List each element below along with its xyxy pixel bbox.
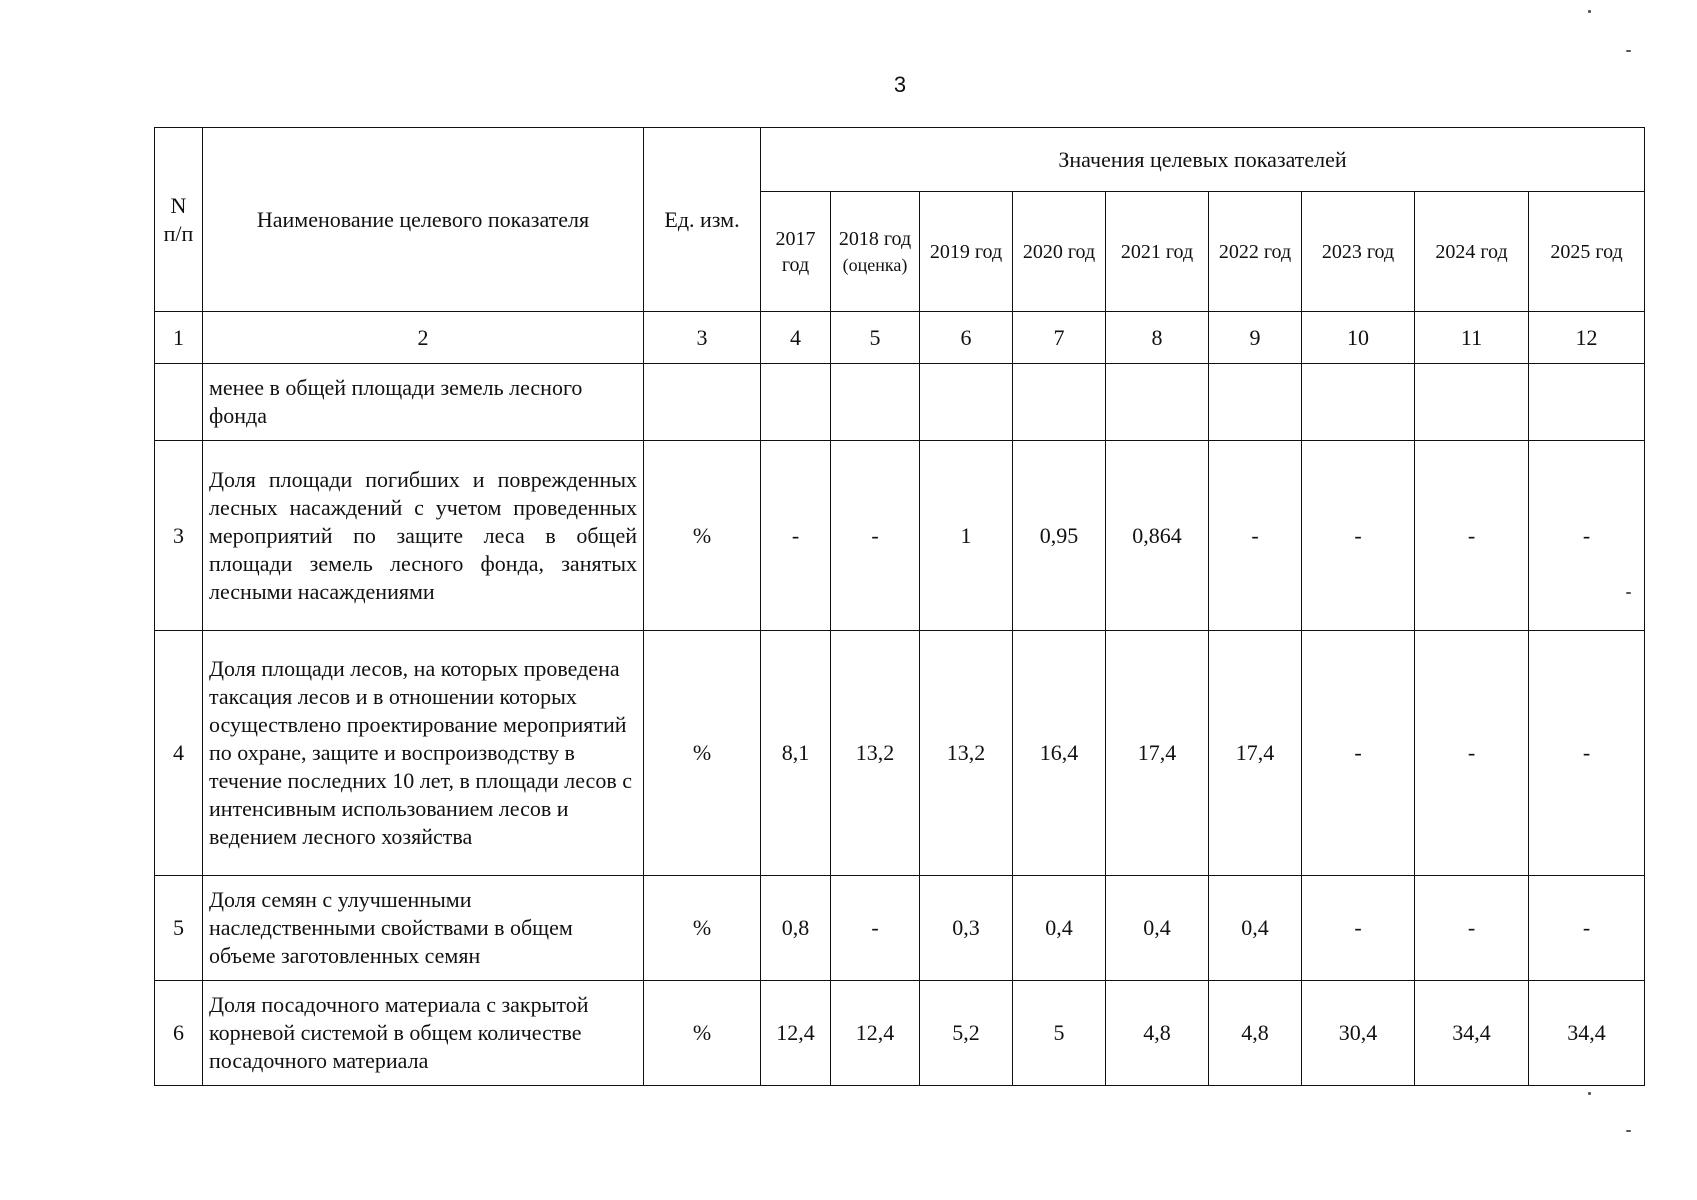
column-number: 4 [761,312,831,364]
header-year-2024: 2024 год [1415,192,1529,312]
scan-speck [1626,50,1631,52]
column-number: 8 [1106,312,1209,364]
column-number-row [155,312,1645,364]
column-number: 12 [1529,312,1645,364]
row-value: 16,4 [1013,631,1106,876]
row-value [1529,364,1645,441]
header-row-top [155,128,1645,192]
row-value: - [831,876,920,981]
column-number: 9 [1209,312,1302,364]
row-value [920,364,1013,441]
column-number: 10 [1302,312,1415,364]
row-unit: % [644,631,761,876]
row-value: 0,4 [1013,876,1106,981]
column-number: 2 [203,312,644,364]
header-year-2025: 2025 год [1529,192,1645,312]
row-value: - [1302,876,1415,981]
header-num: N п/п [155,128,203,312]
table-row [155,364,1645,441]
row-indicator-name: Доля семян с улучшенными наследственными свойствами в общем объеме заготовленных семян [203,876,644,981]
table-row [155,981,1645,1086]
row-unit: % [644,876,761,981]
row-value [1415,364,1529,441]
row-value [1209,364,1302,441]
row-value [1106,364,1209,441]
row-unit: % [644,441,761,631]
row-value: - [1415,441,1529,631]
row-unit [644,364,761,441]
row-value: 0,864 [1106,441,1209,631]
row-indicator-name: менее в общей площади земель лесного фонда [203,364,644,441]
header-year-2018 [831,192,920,312]
row-value: - [1529,441,1645,631]
row-value [761,364,831,441]
header-year-2018-label: 2018 год [838,227,912,250]
row-value: 1 [920,441,1013,631]
row-value: 13,2 [920,631,1013,876]
row-value: 34,4 [1415,981,1529,1086]
header-year-2017: 2017 год [761,192,831,312]
row-num: 6 [155,981,203,1086]
page-number: 3 [893,72,907,97]
row-value: 0,3 [920,876,1013,981]
scan-speck [1626,1130,1631,1132]
row-value: 5,2 [920,981,1013,1086]
row-value: - [831,441,920,631]
row-value: - [761,441,831,631]
row-value: 0,95 [1013,441,1106,631]
header-year-2021: 2021 год [1106,192,1209,312]
row-value: - [1415,876,1529,981]
header-year-2020: 2020 год [1013,192,1106,312]
row-value [1013,364,1106,441]
row-value: 13,2 [831,631,920,876]
column-number: 7 [1013,312,1106,364]
header-year-2023: 2023 год [1302,192,1415,312]
row-value: 30,4 [1302,981,1415,1086]
row-value: 12,4 [761,981,831,1086]
header-year-2019: 2019 год [920,192,1013,312]
column-number: 11 [1415,312,1529,364]
row-value: 17,4 [1209,631,1302,876]
row-num: 4 [155,631,203,876]
column-number: 6 [920,312,1013,364]
row-value: - [1302,631,1415,876]
table-row [155,441,1645,631]
row-value [1302,364,1415,441]
row-value: 5 [1013,981,1106,1086]
column-number: 3 [644,312,761,364]
row-indicator-name: Доля площади погибших и поврежденных лесных насаждений с учетом проведенных мероприятий по защите леса в общей площади земель лесного фонда, занятых лесными насаждениями [203,441,644,631]
row-num: 3 [155,441,203,631]
row-value: 12,4 [831,981,920,1086]
row-value: 0,8 [761,876,831,981]
row-value: - [1209,441,1302,631]
row-indicator-name: Доля посадочного материала с закрытой корневой системой в общем количестве посадочного материала [203,981,644,1086]
header-year-2022: 2022 год [1209,192,1302,312]
column-number: 5 [831,312,920,364]
row-value: 17,4 [1106,631,1209,876]
table-row [155,876,1645,981]
row-value [831,364,920,441]
column-number: 1 [155,312,203,364]
row-num [155,364,203,441]
row-value: 34,4 [1529,981,1645,1086]
scan-speck [1588,1092,1591,1095]
row-value: - [1529,631,1645,876]
scan-speck [1626,592,1631,594]
row-value: 8,1 [761,631,831,876]
row-value: 0,4 [1209,876,1302,981]
row-value: - [1415,631,1529,876]
target-indicators-table [154,127,1645,1086]
row-value: - [1529,876,1645,981]
header-unit: Ед. изм. [644,128,761,312]
row-unit: % [644,981,761,1086]
row-value: 0,4 [1106,876,1209,981]
row-value: 4,8 [1209,981,1302,1086]
table-row [155,631,1645,876]
header-name: Наименование целевого показателя [203,128,644,312]
row-indicator-name: Доля площади лесов, на которых проведена таксация лесов и в отношении которых осуществлено проектирование мероприятий по охране, защите и воспроизводству в течение последних 10 лет, в площади лесов с интенсивным использованием лесов и ведением лесного хозяйства [203,631,644,876]
row-value: - [1302,441,1415,631]
scan-speck [1588,10,1591,13]
header-year-2018-note: (оценка) [842,254,908,275]
header-values-group: Значения целевых показателей [761,128,1645,192]
row-value: 4,8 [1106,981,1209,1086]
row-num: 5 [155,876,203,981]
